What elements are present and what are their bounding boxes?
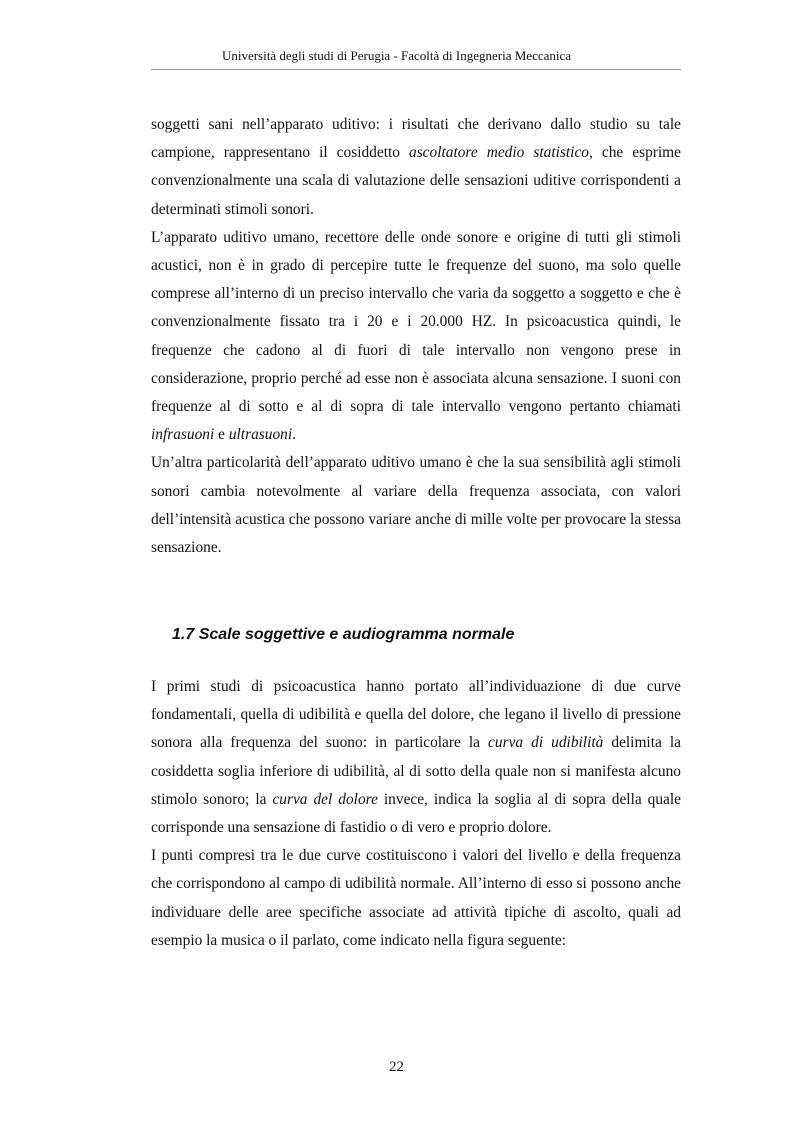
- body-text-lower: [151, 673, 681, 955]
- paragraph-curves: I primi studi di psicoacustica hanno portato all’individuazione di due curve fondamentali, quella di udibilità e quella del dolore, che legano il livello di pressione sonora alla frequenza del suono: in particolare la curva di udibilità delimita la cosiddetta soglia inferiore di udibilità, al di sotto della quale non si manifesta alcuno stimolo sonoro; la curva del dolore invece, indica la soglia al di sopra della quale corrisponde una sensazione di fastidio o di vero e proprio dolore.: [151, 678, 681, 837]
- emphasis-curva-di-udibilita: curva di udibilità: [488, 734, 604, 752]
- section-heading: 1.7 Scale soggettive e audiogramma normale: [172, 626, 515, 643]
- emphasis-infrasuoni: infrasuoni: [151, 426, 215, 444]
- header-divider: [151, 69, 681, 70]
- page-header: [0, 47, 793, 65]
- body-text-upper: [151, 111, 681, 562]
- paragraph-frequency-range: L’apparato uditivo umano, recettore delle onde sonore e origine di tutti gli stimoli acustici, non è in grado di percepire tutte le frequenze del suono, ma solo quelle comprese all’interno di un preciso intervallo che varia da soggetto a soggetto e che è convenzionalmente fissato tra i 20 e i 20.000 HZ. In psicoacustica quindi, le frequenze che cadono al di fuori di tale intervallo non vengono prese in considerazione, proprio perché ad esse non è associata alcuna sensazione. I suoni con frequenze al di sotto e al di sopra di tale intervallo vengono pertanto chiamati infrasuoni e ultrasuoni.: [151, 228, 681, 444]
- page-number: 22: [389, 1059, 404, 1075]
- emphasis-ultrasuoni: ultrasuoni: [228, 426, 293, 444]
- paragraph-ascoltatore: soggetti sani nell’apparato uditivo: i risultati che derivano dallo studio su tale campione, rappresentano il cosiddetto ascoltatore medio statistico, che esprime convenzionalmente una scala di valutazione delle sensazioni uditive corrispondenti a determinati stimoli sonori.: [151, 116, 681, 218]
- emphasis-curva-del-dolore: curva del dolore: [272, 790, 378, 808]
- emphasis-ascoltatore-medio-statistico: ascoltatore medio statistico: [409, 144, 589, 162]
- paragraph-audibility-field: I punti compresi tra le due curve costituiscono i valori del livello e della frequenza che corrispondono al campo di udibilità normale. All’interno di esso si possono anche individuare delle aree specifiche associate ad attività tipiche di ascolto, quali ad esempio la musica o il parlato, come indicato nella figura seguente:: [151, 847, 681, 949]
- paragraph-sensitivity: Un’altra particolarità dell’apparato uditivo umano è che la sua sensibilità agli stimoli sonori cambia notevolmente al variare della frequenza associata, con valori dell’intensità acustica che possono variare anche di mille volte per provocare la stessa sensazione.: [151, 454, 681, 557]
- header-title: Università degli studi di Perugia - Facoltà di Ingegneria Meccanica: [221, 48, 572, 63]
